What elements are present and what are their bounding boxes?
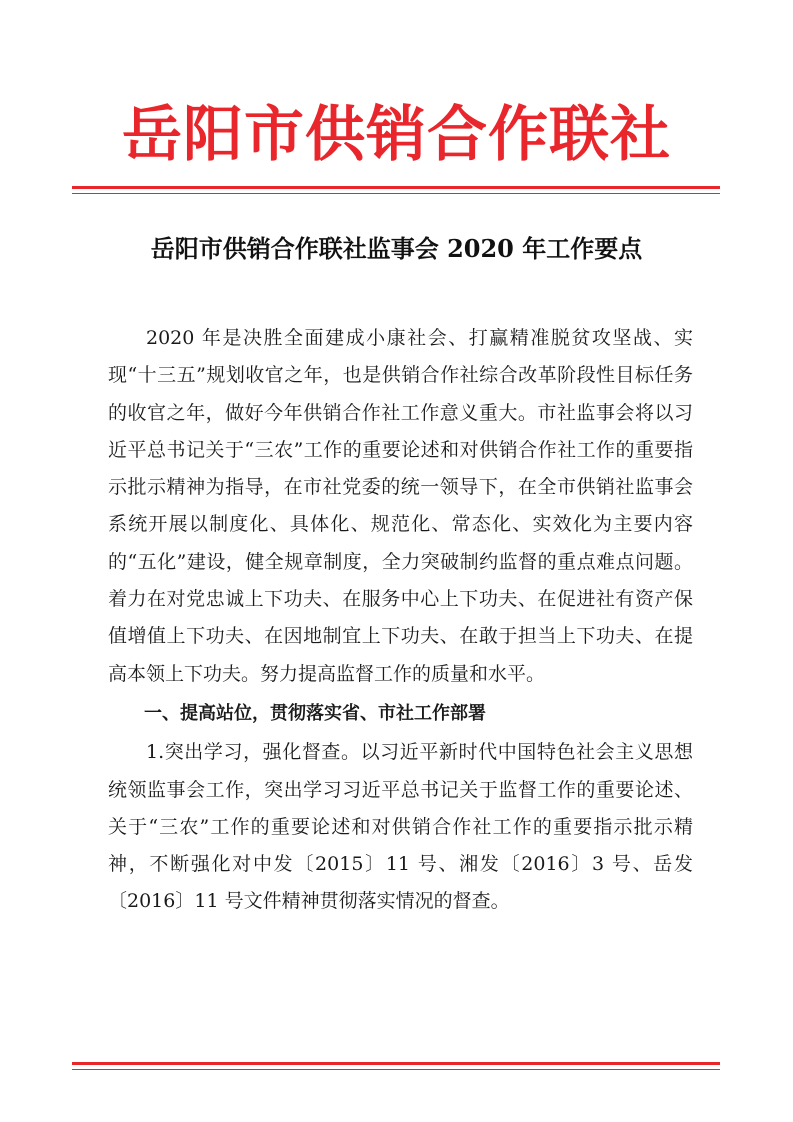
masthead-rule-thick xyxy=(72,186,720,189)
intro-paragraph: 2020 年是决胜全面建成小康社会、打赢精准脱贫攻坚战、实现“十三五”规划收官之年，也是供销合作社综合改革阶段性目标任务的收官之年，做好今年供销合作社工作意义重大。市社监事会将以习近平总书记关于“三农”工作的重要论述和对供销合作社工作的重要指示批示精神为指导，在市社党委的统一领导下，在全市供销社监事会系统开展以制度化、具体化、规范化、常态化、实效化为主要内容的“五化”建设，健全规章制度，全力突破制约监督的重点难点问题。着力在对党忠诚上下功夫、在服务中心上下功夫、在促进社有资产保值增值上下功夫、在因地制宜上下功夫、在敢于担当上下功夫、在提高本领上下功夫。努力提高监督工作的质量和水平。 xyxy=(108,327,693,685)
footer-rule-thin xyxy=(72,1069,720,1070)
masthead-org-name: 岳阳市供销合作联社 xyxy=(122,100,671,170)
masthead-rule-thin xyxy=(72,193,720,194)
document-body xyxy=(108,320,693,921)
section-heading: 一、提高站位，贯彻落实省、市社工作部署 xyxy=(144,702,486,724)
section-paragraph: 1.突出学习，强化督查。以习近平新时代中国特色社会主义思想统领监事会工作，突出学习习近平总书记关于监督工作的重要论述、关于“三农”工作的重要论述和对供销合作社工作的重要指示批示精神，不断强化对中发〔2015〕11 号、湘发〔2016〕3 号、岳发〔2016〕11 号文件精神贯彻落实情况的督查。 xyxy=(108,741,693,913)
footer-rule-thick xyxy=(72,1062,720,1065)
document-title: 岳阳市供销合作联社监事会 2020 年工作要点 xyxy=(150,234,643,263)
